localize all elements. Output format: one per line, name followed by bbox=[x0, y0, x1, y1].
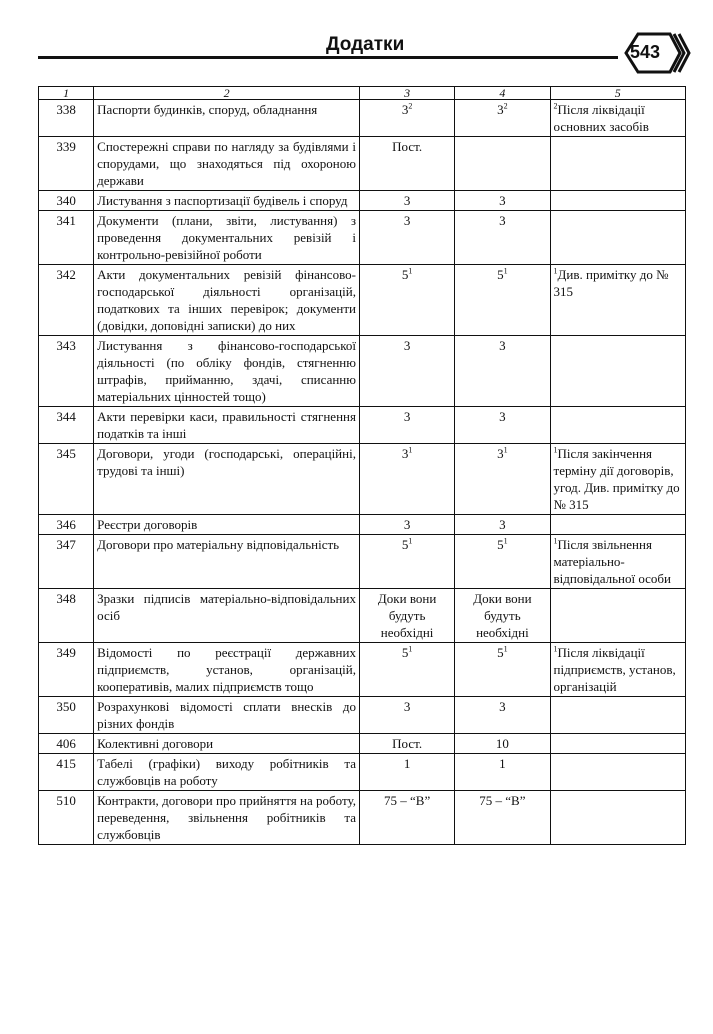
retention-a-footnote: 1 bbox=[408, 445, 413, 455]
retention-a-value: 3 bbox=[403, 517, 411, 532]
note-text: Після закінчення терміну дії договорів, угод. Див. примітку до № 315 bbox=[553, 446, 680, 512]
retention-a-value: 5 bbox=[401, 267, 409, 282]
record-note bbox=[550, 100, 685, 137]
record-number bbox=[39, 265, 94, 336]
record-title bbox=[94, 643, 360, 697]
column-header-5: 5 bbox=[550, 87, 685, 100]
record-note bbox=[550, 589, 685, 643]
page-header bbox=[38, 30, 693, 70]
table-row bbox=[39, 643, 686, 697]
retention-period-b bbox=[455, 535, 550, 589]
record-number bbox=[39, 754, 94, 791]
record-title bbox=[94, 697, 360, 734]
record-number-text: 339 bbox=[56, 139, 76, 154]
retention-period-a bbox=[359, 336, 454, 407]
record-title bbox=[94, 407, 360, 444]
record-number bbox=[39, 191, 94, 211]
record-number-text: 345 bbox=[56, 446, 76, 461]
record-number bbox=[39, 734, 94, 754]
retention-period-a bbox=[359, 697, 454, 734]
retention-a-value: 5 bbox=[401, 537, 409, 552]
record-note bbox=[550, 191, 685, 211]
record-number-text: 344 bbox=[56, 409, 76, 424]
section-title: Додатки bbox=[326, 34, 405, 55]
record-number bbox=[39, 791, 94, 845]
record-title-text: Паспорти будинків, споруд, обладнання bbox=[97, 102, 318, 117]
record-title bbox=[94, 589, 360, 643]
table-row bbox=[39, 535, 686, 589]
retention-period-b bbox=[455, 791, 550, 845]
table-row bbox=[39, 515, 686, 535]
retention-period-a bbox=[359, 535, 454, 589]
record-title-text: Табелі (графіки) виходу робітників та службовців на роботу bbox=[97, 756, 356, 788]
records-table bbox=[38, 86, 686, 845]
retention-period-a bbox=[359, 211, 454, 265]
table-row bbox=[39, 137, 686, 191]
record-title-text: Договори, угоди (господарські, операційні, трудові та інші) bbox=[97, 446, 356, 478]
retention-b-value: 3 bbox=[499, 338, 506, 353]
retention-b-footnote: 1 bbox=[503, 644, 508, 654]
retention-period-b bbox=[455, 100, 550, 137]
note-text: Після ліквідації підприємств, установ, організацій bbox=[553, 645, 676, 694]
retention-a-value: Пост. bbox=[392, 139, 423, 154]
retention-period-a bbox=[359, 191, 454, 211]
record-number bbox=[39, 137, 94, 191]
retention-a-value: 3 bbox=[403, 338, 411, 353]
record-number-text: 406 bbox=[56, 736, 76, 751]
retention-period-b bbox=[455, 515, 550, 535]
record-title-text: Листування з фінансово-господарської діяльності (по обліку фондів, стягненню штрафів, прийманню, здачі, списанню матеріальних цінностей тощо) bbox=[97, 338, 356, 404]
table-row bbox=[39, 754, 686, 791]
retention-period-a bbox=[359, 100, 454, 137]
record-note bbox=[550, 265, 685, 336]
retention-b-value: 10 bbox=[495, 736, 509, 751]
record-number bbox=[39, 444, 94, 515]
table-row bbox=[39, 697, 686, 734]
record-note bbox=[550, 697, 685, 734]
table-row bbox=[39, 589, 686, 643]
retention-a-value: 3 bbox=[403, 193, 411, 208]
note-footnote-mark: 2 bbox=[553, 101, 558, 111]
retention-period-b bbox=[455, 734, 550, 754]
retention-period-b bbox=[455, 697, 550, 734]
retention-b-value: 3 bbox=[497, 102, 504, 117]
column-header-4: 4 bbox=[455, 87, 550, 100]
table-row bbox=[39, 791, 686, 845]
page-number: 543 bbox=[630, 42, 661, 62]
retention-period-a bbox=[359, 754, 454, 791]
record-number-text: 510 bbox=[56, 793, 76, 808]
retention-period-a bbox=[359, 791, 454, 845]
retention-period-b bbox=[455, 407, 550, 444]
record-note bbox=[550, 535, 685, 589]
note-footnote-mark: 1 bbox=[553, 445, 558, 455]
record-number-text: 343 bbox=[56, 338, 76, 353]
retention-b-value: 3 bbox=[499, 517, 506, 532]
retention-b-footnote: 2 bbox=[503, 101, 508, 111]
record-note bbox=[550, 137, 685, 191]
record-title-text: Документи (плани, звіти, листування) з проведення документальних ревізій і контрольно-ревізійної роботи bbox=[97, 213, 356, 262]
retention-period-a bbox=[359, 515, 454, 535]
record-number bbox=[39, 535, 94, 589]
record-number bbox=[39, 336, 94, 407]
retention-a-value: 75 – “В” bbox=[384, 793, 431, 808]
retention-period-b bbox=[455, 754, 550, 791]
retention-a-value: 3 bbox=[403, 699, 411, 714]
column-header-3: 3 bbox=[359, 87, 454, 100]
table-row bbox=[39, 100, 686, 137]
record-title bbox=[94, 515, 360, 535]
retention-a-footnote: 2 bbox=[408, 101, 413, 111]
record-title bbox=[94, 734, 360, 754]
record-title-text: Реєстри договорів bbox=[97, 517, 198, 532]
record-number-text: 346 bbox=[56, 517, 76, 532]
record-title-text: Листування з паспортизації будівель і споруд bbox=[97, 193, 348, 208]
record-title bbox=[94, 754, 360, 791]
note-footnote-mark: 1 bbox=[553, 644, 558, 654]
column-header-1: 1 bbox=[39, 87, 94, 100]
retention-a-value: Пост. bbox=[392, 736, 423, 751]
record-number-text: 347 bbox=[56, 537, 76, 552]
retention-b-value: Доки вони будуть необхідні bbox=[473, 591, 532, 640]
record-note bbox=[550, 407, 685, 444]
record-number-text: 338 bbox=[56, 102, 76, 117]
retention-a-value: 1 bbox=[403, 756, 411, 771]
note-footnote-mark: 1 bbox=[553, 536, 558, 546]
record-note bbox=[550, 754, 685, 791]
retention-b-value: 5 bbox=[497, 645, 504, 660]
record-title bbox=[94, 444, 360, 515]
retention-b-value: 3 bbox=[499, 699, 506, 714]
retention-b-value: 1 bbox=[499, 756, 506, 771]
record-title bbox=[94, 100, 360, 137]
record-title-text: Акти перевірки каси, правильності стягнення податків та інші bbox=[97, 409, 356, 441]
record-title-text: Розрахункові відомості сплати внесків до різних фондів bbox=[97, 699, 356, 731]
record-title-text: Договори про матеріальну відповідальність bbox=[97, 537, 340, 552]
note-footnote-mark: 1 bbox=[553, 266, 558, 276]
note-text: Після ліквідації основних засобів bbox=[553, 102, 649, 134]
note-text: Див. примітку до № 315 bbox=[553, 267, 669, 299]
record-title-text: Колективні договори bbox=[97, 736, 214, 751]
retention-period-a bbox=[359, 444, 454, 515]
retention-period-a bbox=[359, 589, 454, 643]
retention-b-value: 3 bbox=[497, 446, 504, 461]
retention-period-b bbox=[455, 137, 550, 191]
record-note bbox=[550, 336, 685, 407]
record-title-text: Акти документальних ревізій фінансово-господарської діяльності організацій, податкових та інших перевірок; документи (довідки, доповідні записки) до них bbox=[97, 267, 356, 333]
record-title bbox=[94, 191, 360, 211]
record-number bbox=[39, 697, 94, 734]
table-row bbox=[39, 407, 686, 444]
retention-b-footnote: 1 bbox=[503, 266, 508, 276]
retention-period-a bbox=[359, 137, 454, 191]
table-row bbox=[39, 265, 686, 336]
record-note bbox=[550, 734, 685, 754]
column-header-2: 2 bbox=[94, 87, 360, 100]
record-number bbox=[39, 407, 94, 444]
record-number-text: 415 bbox=[56, 756, 76, 771]
table-row bbox=[39, 211, 686, 265]
retention-period-a bbox=[359, 734, 454, 754]
table-row bbox=[39, 191, 686, 211]
retention-period-a bbox=[359, 407, 454, 444]
column-header-row bbox=[39, 87, 686, 100]
retention-a-value: 3 bbox=[401, 446, 409, 461]
record-number bbox=[39, 515, 94, 535]
record-note bbox=[550, 444, 685, 515]
retention-a-value: 3 bbox=[403, 409, 411, 424]
retention-period-a bbox=[359, 265, 454, 336]
retention-a-value: Доки вони будуть необхідні bbox=[377, 591, 437, 640]
record-title bbox=[94, 137, 360, 191]
retention-period-a bbox=[359, 643, 454, 697]
record-number-text: 342 bbox=[56, 267, 76, 282]
retention-a-footnote: 1 bbox=[408, 644, 413, 654]
retention-b-value: 3 bbox=[499, 213, 506, 228]
record-title-text: Спостережні справи по нагляду за будівлями і спорудами, що знаходяться під охороною держави bbox=[97, 139, 356, 188]
retention-period-b bbox=[455, 265, 550, 336]
retention-period-b bbox=[455, 643, 550, 697]
retention-b-value: 3 bbox=[499, 193, 506, 208]
record-number bbox=[39, 643, 94, 697]
retention-period-b bbox=[455, 211, 550, 265]
record-note bbox=[550, 211, 685, 265]
record-title bbox=[94, 336, 360, 407]
record-title bbox=[94, 211, 360, 265]
table-row bbox=[39, 336, 686, 407]
record-number-text: 341 bbox=[56, 213, 76, 228]
retention-b-value: 5 bbox=[497, 537, 504, 552]
retention-a-footnote: 1 bbox=[408, 266, 413, 276]
retention-b-value: 3 bbox=[499, 409, 506, 424]
retention-a-value: 3 bbox=[403, 213, 411, 228]
retention-a-footnote: 1 bbox=[408, 536, 413, 546]
table-row bbox=[39, 734, 686, 754]
record-title-text: Відомості по реєстрації державних підприємств, установ, організацій, кооперативів, малих підприємств тощо bbox=[97, 645, 356, 694]
record-number-text: 348 bbox=[56, 591, 76, 606]
retention-b-value: 75 – “В” bbox=[479, 793, 526, 808]
record-note bbox=[550, 791, 685, 845]
record-number-text: 340 bbox=[56, 193, 76, 208]
table-row bbox=[39, 444, 686, 515]
record-title-text: Контракти, договори про прийняття на роботу, переведення, звільнення робітників та службовців bbox=[97, 793, 356, 842]
record-number-text: 350 bbox=[56, 699, 76, 714]
retention-period-b bbox=[455, 191, 550, 211]
record-number bbox=[39, 100, 94, 137]
retention-b-footnote: 1 bbox=[503, 536, 508, 546]
record-title bbox=[94, 535, 360, 589]
record-number bbox=[39, 589, 94, 643]
retention-a-value: 3 bbox=[401, 102, 409, 117]
retention-period-b bbox=[455, 589, 550, 643]
record-title bbox=[94, 791, 360, 845]
note-text: Після звільнення матеріально-відповідальної особи bbox=[553, 537, 672, 586]
record-note bbox=[550, 515, 685, 535]
retention-period-b bbox=[455, 444, 550, 515]
record-number bbox=[39, 211, 94, 265]
retention-a-value: 5 bbox=[401, 645, 409, 660]
record-title bbox=[94, 265, 360, 336]
record-number-text: 349 bbox=[56, 645, 76, 660]
retention-b-value: 5 bbox=[497, 267, 504, 282]
header-rule bbox=[38, 56, 618, 59]
retention-period-b bbox=[455, 336, 550, 407]
retention-b-footnote: 1 bbox=[503, 445, 508, 455]
record-title-text: Зразки підписів матеріально-відповідальних осіб bbox=[97, 591, 356, 623]
record-note bbox=[550, 643, 685, 697]
